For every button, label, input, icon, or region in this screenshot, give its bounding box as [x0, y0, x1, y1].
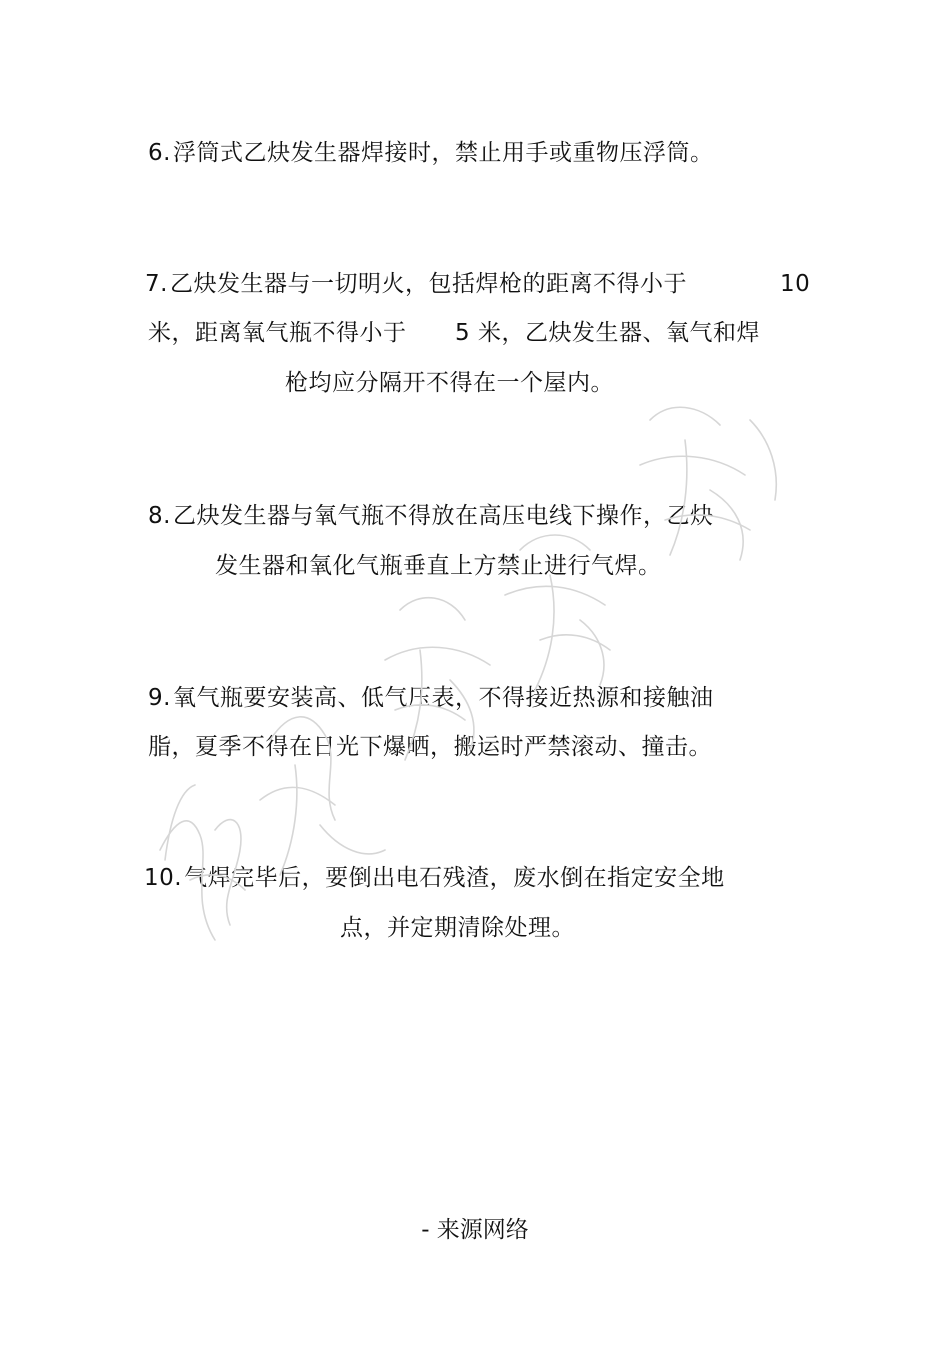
item-8-text-2: 发生器和氧化气瓶垂直上方禁止进行气焊。: [215, 553, 662, 579]
item-9-number: 9.: [148, 685, 171, 711]
item-7-text-3: 5 米，乙炔发生器、氧气和焊: [455, 320, 760, 346]
item-6-line-1: [148, 138, 713, 168]
item-7-value-10: 10: [780, 271, 811, 297]
item-10-number: 10.: [144, 865, 183, 891]
item-7-text-2: 米，距离氧气瓶不得小于: [148, 320, 407, 346]
item-7-number: 7.: [145, 271, 168, 297]
item-8-number: 8.: [148, 503, 171, 529]
item-9-text-2: 脂，夏季不得在日光下爆晒，搬运时严禁滚动、撞击。: [148, 734, 712, 760]
item-6-number: 6.: [148, 140, 171, 166]
item-7-line-1: [145, 269, 687, 299]
item-6-text: 浮筒式乙炔发生器焊接时，禁止用手或重物压浮筒。: [172, 140, 714, 166]
footer-source: - 来源网络: [421, 1217, 529, 1243]
item-7-text-1: 乙炔发生器与一切明火，包括焊枪的距离不得小于: [169, 271, 687, 297]
item-10-text-2: 点，并定期清除处理。: [340, 915, 575, 941]
item-8-text-1: 乙炔发生器与氧气瓶不得放在高压电线下操作，乙炔: [172, 503, 714, 529]
item-9-line-1: [148, 683, 713, 713]
item-8-line-1: [148, 501, 713, 531]
item-9-text-1: 氧气瓶要安装高、低气压表，不得接近热源和接触油: [172, 685, 714, 711]
item-10-line-1: [144, 863, 725, 893]
item-10-text-1: 气焊完毕后，要倒出电石残渣，废水倒在指定安全地: [184, 865, 725, 891]
item-7-text-4: 枪均应分隔开不得在一个屋内。: [285, 370, 614, 396]
